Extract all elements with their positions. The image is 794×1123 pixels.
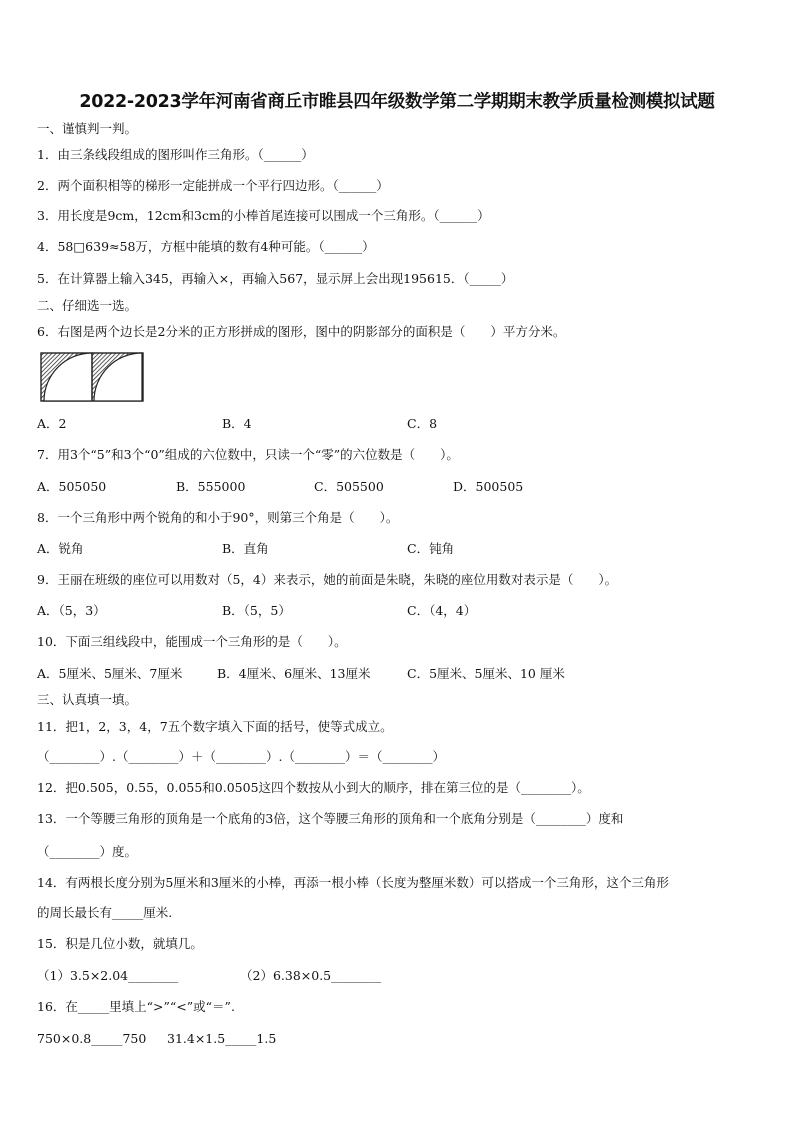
question-12: 12．把0.505，0.55，0.055和0.0505这四个数按从小到大的顺序，排在第三位的是（________）。 xyxy=(37,780,590,795)
exam-title: 2022-2023学年河南省商丘市睢县四年级数学第二学期期末教学质量检测模拟试题 xyxy=(79,92,715,112)
q10-option-a: A．5厘米、5厘米、7厘米 xyxy=(37,666,183,681)
question-15: 15．积是几位小数，就填几。 xyxy=(37,936,203,951)
question-11: 11．把1，2，3，4，7五个数字填入下面的括号，使等式成立。 xyxy=(37,719,393,734)
question-16-part-1: 750×0.8_____750 xyxy=(37,1031,147,1046)
question-7: 7．用3个“5”和3个“0”组成的六位数中，只读一个“零”的六位数是（ ）。 xyxy=(37,447,459,462)
question-11-blanks: （________）.（________）＋（________）.（________）＝（________） xyxy=(37,749,445,764)
q8-option-a: A．锐角 xyxy=(37,541,84,556)
q10-option-b: B．4厘米、6厘米、13厘米 xyxy=(217,666,371,681)
question-1: 1．由三条线段组成的图形叫作三角形。（______） xyxy=(37,147,314,162)
question-14: 14．有两根长度分别为5厘米和3厘米的小棒，再添一根小棒（长度为整厘米数）可以搭成一个三角形，这个三角形 xyxy=(37,875,669,890)
q6-option-b: B．4 xyxy=(222,416,252,431)
question-6: 6．右图是两个边长是2分米的正方形拼成的图形，图中的阴影部分的面积是（ ）平方分米。 xyxy=(37,324,566,339)
q7-option-a: A．505050 xyxy=(37,479,107,494)
question-4: 4．58□639≈58万，方框中能填的数有4种可能。（______） xyxy=(37,239,375,254)
q9-option-c: C．（4，4） xyxy=(407,603,477,618)
question-16-part-2: 31.4×1.5_____1.5 xyxy=(167,1031,277,1046)
question-9: 9．王丽在班级的座位可以用数对（5，4）来表示，她的前面是朱晓，朱晓的座位用数对表示是（ ）。 xyxy=(37,572,618,587)
section-heading-2: 二、仔细选一选。 xyxy=(37,298,138,313)
section-heading-3: 三、认真填一填。 xyxy=(37,692,138,707)
two-squares-shaded-figure xyxy=(40,352,144,402)
question-10: 10．下面三组线段中，能围成一个三角形的是（ ）。 xyxy=(37,634,347,649)
question-13-continued: （________）度。 xyxy=(37,844,138,859)
q7-option-b: B．555000 xyxy=(176,479,246,494)
question-8: 8．一个三角形中两个锐角的和小于90°，则第三个角是（ ）。 xyxy=(37,510,399,525)
section-heading-1: 一、谨慎判一判。 xyxy=(37,121,138,136)
question-13: 13．一个等腰三角形的顶角是一个底角的3倍，这个等腰三角形的顶角和一个底角分别是（________）度和 xyxy=(37,811,624,826)
q7-option-d: D．500505 xyxy=(453,479,524,494)
question-14-continued: 的周长最长有_____厘米. xyxy=(37,905,173,920)
q8-option-c: C．钝角 xyxy=(407,541,455,556)
question-5: 5．在计算器上输入345，再输入×，再输入567，显示屏上会出现195615．（_____） xyxy=(37,271,514,286)
q8-option-b: B．直角 xyxy=(222,541,269,556)
q10-option-c: C．5厘米、5厘米、10 厘米 xyxy=(407,666,565,681)
question-15-part-1: （1）3.5×2.04________ xyxy=(37,968,179,983)
q6-option-a: A．2 xyxy=(37,416,67,431)
q9-option-b: B．（5，5） xyxy=(222,603,291,618)
question-15-part-2: （2）6.38×0.5________ xyxy=(240,968,382,983)
question-16: 16．在_____里填上“>”“<”或“＝”. xyxy=(37,999,235,1014)
q9-option-a: A．（5，3） xyxy=(37,603,106,618)
question-3: 3．用长度是9cm，12cm和3cm的小棒首尾连接可以围成一个三角形。（______） xyxy=(37,208,490,223)
question-2: 2．两个面积相等的梯形一定能拼成一个平行四边形。（______） xyxy=(37,178,389,193)
q6-option-c: C．8 xyxy=(407,416,438,431)
q7-option-c: C．505500 xyxy=(314,479,384,494)
